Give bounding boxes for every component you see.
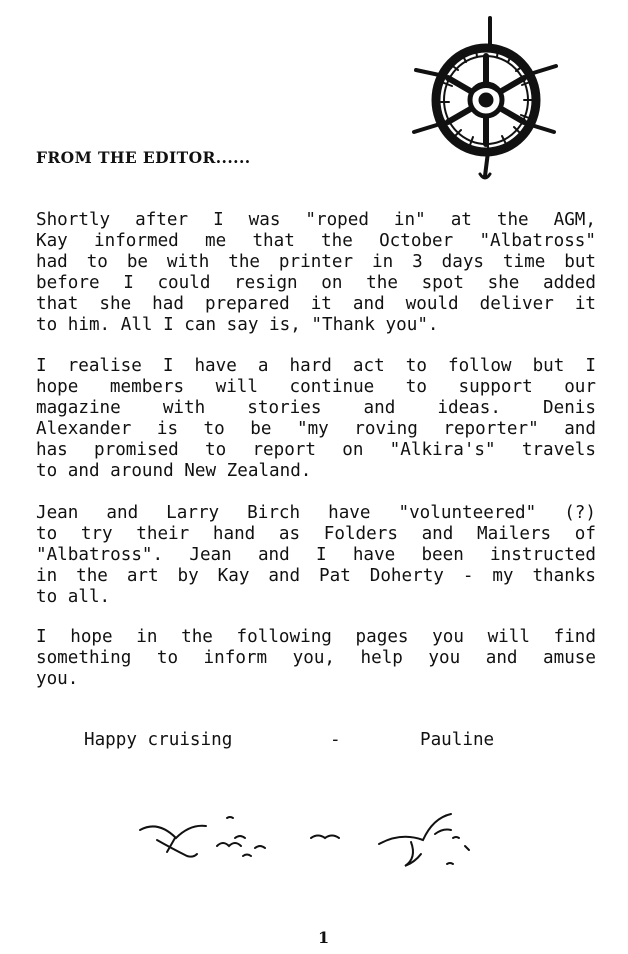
paragraph-line: I hope in the following pages you will find xyxy=(36,627,596,647)
paragraph-line: has promised to report on "Alkira's" travels xyxy=(36,440,596,460)
signoff-separator: - xyxy=(330,730,341,750)
paragraph-3 xyxy=(36,503,596,608)
signoff-greeting: Happy cruising xyxy=(84,730,233,750)
paragraph-line: in the art by Kay and Pat Doherty - my thanks xyxy=(36,566,596,586)
paragraph-line: Alexander is to be "my roving reporter" and xyxy=(36,419,596,439)
paragraph-line: I realise I have a hard act to follow but I xyxy=(36,356,596,376)
paragraph-line: Kay informed me that the October "Albatross" xyxy=(36,231,596,251)
paragraph-line: you. xyxy=(36,669,79,689)
seagulls-illustration xyxy=(135,808,485,878)
paragraph-line: before I could resign on the spot she added xyxy=(36,273,596,293)
paragraph-line: "Albatross". Jean and I have been instructed xyxy=(36,545,596,565)
paragraph-line: Shortly after I was "roped in" at the AGM, xyxy=(36,210,596,230)
paragraph-4 xyxy=(36,627,596,690)
paragraph-line: Jean and Larry Birch have "volunteered" (?) xyxy=(36,503,596,523)
paragraph-1 xyxy=(36,210,596,336)
paragraph-line: something to inform you, help you and amuse xyxy=(36,648,596,668)
paragraph-line: hope members will continue to support our xyxy=(36,377,596,397)
signoff-name: Pauline xyxy=(420,730,495,750)
ship-wheel-icon xyxy=(410,14,560,182)
paragraph-2 xyxy=(36,356,596,482)
paragraph-line: to and around New Zealand. xyxy=(36,461,312,481)
paragraph-line: to all. xyxy=(36,587,111,607)
paragraph-line: magazine with stories and ideas. Denis xyxy=(36,398,596,418)
paragraph-line: to try their hand as Folders and Mailers of xyxy=(36,524,596,544)
page-number: 1 xyxy=(318,928,330,947)
paragraph-line: that she had prepared it and would deliver it xyxy=(36,294,596,314)
paragraph-line: to him. All I can say is, "Thank you". xyxy=(36,315,439,335)
page-heading: FROM THE EDITOR...... xyxy=(36,148,251,167)
paragraph-line: had to be with the printer in 3 days time but xyxy=(36,252,596,272)
